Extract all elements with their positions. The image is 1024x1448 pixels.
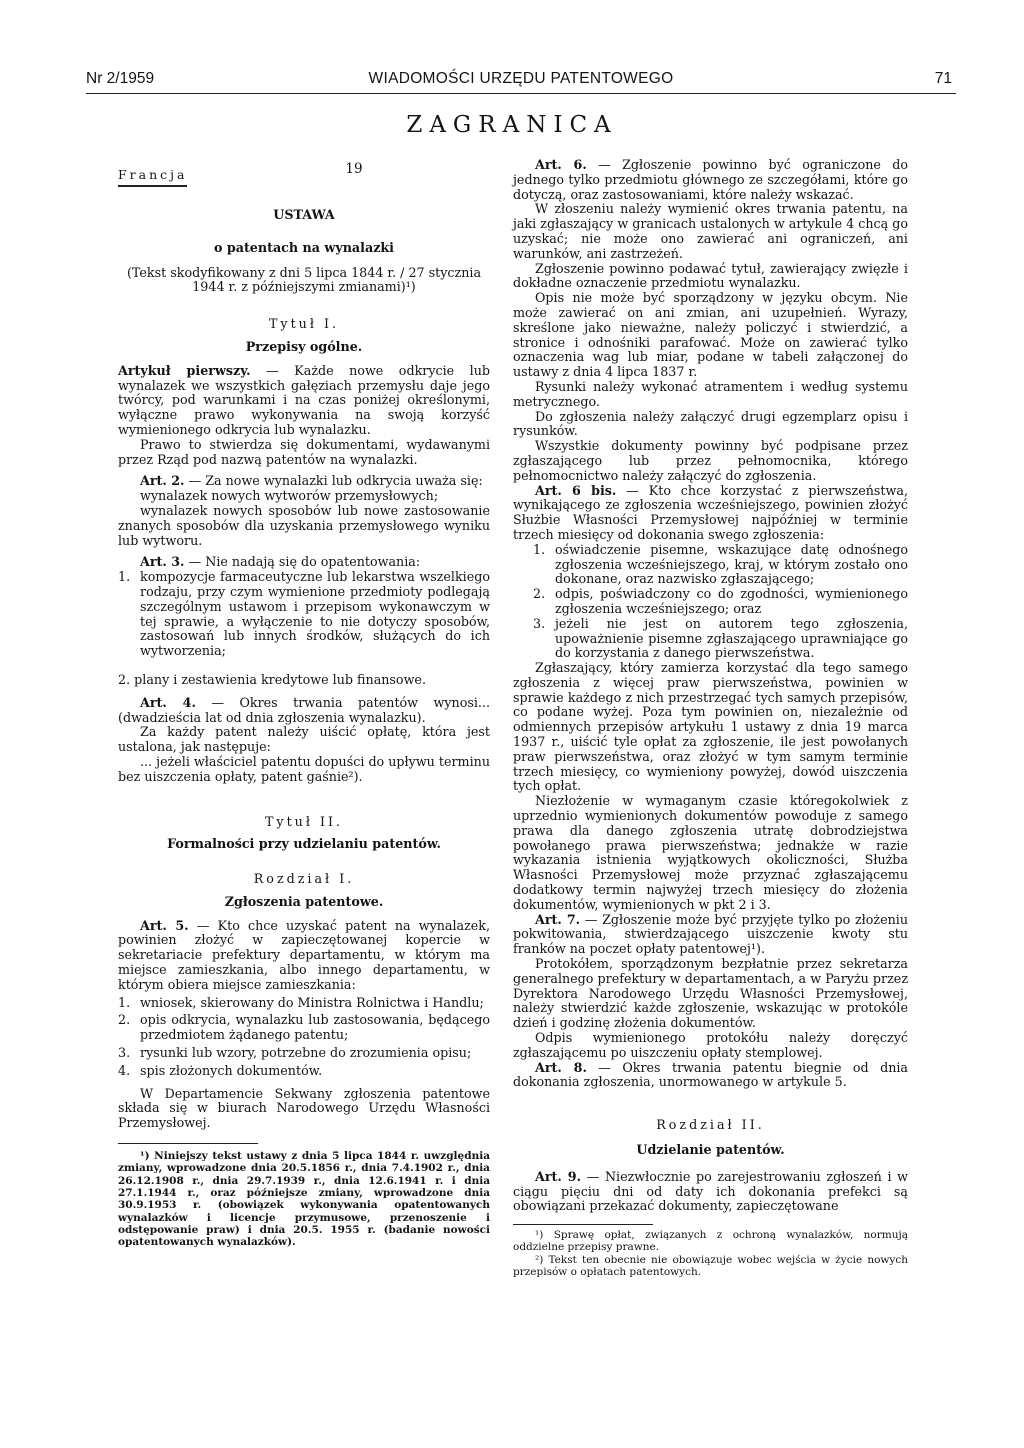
title-1-name: Przepisy ogólne. [245,338,363,354]
left-column [118,150,490,1248]
art-6 [513,158,908,202]
list-item-text: oświadczenie pisemne, wskazujące datę odnośnego zgłoszenia wcześniejszego, kraj, w którym zostało ono dokonane, oraz nazwisko zgłaszającego; [555,541,908,587]
footnote-1: ¹) Niniejszy tekst ustawy z dnia 5 lipca 1844 r. uwzględnia zmiany, wprowadzone dnia 20.5.1856 r., dnia 7.4.1902 r., dnia 26.12.1908 r., dnia 29.7.1939 r., dnia 12.6.1941 r. i dnia 27.1.1944 r., oraz późniejsze zmiany, wprowadzone dnia 30.9.1953 r. (obowiązek wykonywania opatentowanych wynalazków i licencje przymusowe, przenoszenie i odstępowanie praw) i dnia 20.5. 1955 r. (badanie nowości opatentowanych wynalazków). [118,1150,490,1249]
list-item [118,996,490,1011]
chapter-2: Rozdział II. [656,1117,765,1133]
art-6-paragraph-6: Do zgłoszenia należy załączyć drugi egzemplarz opisu i rysunków. [513,408,908,439]
art-6-text: — Zgłoszenie powinno być ograniczone do jednego tylko przedmiotu głównego ze szczegółami, które go dotyczą, oraz zastosowaniami, które należy wskazać. [513,157,908,202]
footnote-right-2: ²) Tekst ten obecnie nie obowiązuje wobec wejścia w życie nowych przepisów o opłatach patentowych. [513,1253,908,1279]
title-2: Tytuł II. [264,813,344,829]
art-8-text: — Okres trwania patentu biegnie od dnia dokonania zgłoszenia, unormowanego w artykule 5. [513,1059,908,1090]
art-4-label: Art. 4. [140,694,196,710]
journal-title: WIADOMOŚCI URZĘDU PATENTOWEGO [368,70,674,87]
art-9-label: Art. 9. [535,1168,582,1184]
list-item-text: opis odkrycia, wynalazku lub zastosowania, będącego przedmiotem żądanego patentu; [140,1012,490,1043]
list-item [513,543,908,587]
art-3-label: Art. 3. [140,554,185,570]
art-6-paragraph-3: Zgłoszenie powinno podawać tytuł, zawierający zwięzłe i dokładne oznaczenie przedmiotu wynalazku. [513,260,908,291]
art-5-list [118,996,490,1079]
title-1: Tytuł I. [268,316,340,332]
act-subtitle: o patentach na wynalazki [213,239,395,255]
art-4 [118,696,490,726]
page-number: 71 [934,70,952,87]
list-item-text: jeżeli nie jest on autorem tego zgłoszenia, upoważnienie pisemne zgłaszającego uprawniające go do korzystania z danego pierwszeństwa. [555,615,908,661]
art-1-paragraph-2: Prawo to stwierdza się dokumentami, wydawanymi przez Rząd pod nazwą patentów na wynalazki. [118,436,490,467]
country-label: Francja [118,168,187,187]
art-2-text: — Za nowe wynalazki lub odkrycia uważa się: [184,473,483,489]
list-item [513,587,908,617]
list-item [513,617,908,661]
section-title: ZAGRANICA [406,112,618,138]
list-item [118,1064,490,1079]
list-item-number: 2. [118,671,131,687]
art-8-label: Art. 8. [535,1059,587,1075]
title-2-name: Formalności przy udzielaniu patentów. [167,836,441,852]
list-item-text: plany i zestawienia kredytowe lub finansowe. [134,671,426,687]
list-item-number: 4. [118,1062,131,1078]
list-item [118,1013,490,1043]
list-item [118,1046,490,1061]
art-1-text: — Każde nowe odkrycie lub wynalazek we wszystkich gałęziach przemysłu daje jego twórcy, pod warunkami i na czas poniżej określonymi, wyłączne prawo wykonywania na swoją korzyść wymienionego odkrycia lub wynalazku. [118,362,491,437]
art-4-paragraph-3: ... jeżeli właściciel patentu dopuści do upływu terminu bez uiszczenia opłaty, patent gaśnie²). [118,753,490,784]
list-item [118,570,490,659]
issue-number: Nr 2/1959 [86,70,155,87]
list-item-number: 2. [533,586,546,602]
art-6-paragraph-5: Rysunki należy wykonać atramentem i według systemu metrycznego. [513,378,908,409]
art-5-paragraph-2: W Departamencie Sekwany zgłoszenia patentowe składa się w biurach Narodowego Urzędu Własności Przemysłowej. [118,1085,490,1131]
art-7-paragraph-2: Protokółem, sporządzonym bezpłatnie przez sekretarza generalnego prefektury w departamentach, a w Paryżu przez Dyrektora Narodowego Urzędu Własności Przemysłowej, należy stwierdzić każde zgłoszenie, wskazując w protokóle dzień i godzinę złożenia dokumentów. [513,956,908,1031]
act-title: USTAWA [273,207,335,222]
chapter-2-name: Udzielanie patentów. [636,1142,785,1157]
art-3 [118,555,490,570]
art-2-label: Art. 2. [140,473,185,489]
list-item-text: rysunki lub wzory, potrzebne do zrozumienia opisu; [140,1045,472,1061]
art-9-text: — Niezwłocznie po zarejestrowaniu zgłoszeń i w ciągu pięciu dni od daty ich dokonania prefekci są obowiązani przekazać dokumenty, zapieczętowane [513,1168,908,1214]
art-2-paragraph-3: wynalazek nowych sposobów lub nowe zastosowanie znanych sposobów dla uzyskania przemysłowego wyniku lub wytworu. [118,502,490,548]
act-note: (Tekst skodyfikowany z dni 5 lipca 1844 r. / 27 stycznia 1944 r. z późniejszymi zmianami)¹) [126,264,482,295]
art-1-label: Artykuł pierwszy. [118,362,251,378]
art-7 [513,913,908,957]
list-item-number: 3. [533,615,546,631]
footnote-divider [118,1143,258,1144]
art-4-text: — Okres trwania patentów wynosi... (dwadzieścia lat od dnia zgłoszenia wynalazku). [118,694,491,725]
right-column [513,150,908,1278]
art-6-label: Art. 6. [535,157,587,172]
art-1 [118,364,490,438]
document-number: 19 [345,161,363,177]
list-item-number: 2. [118,1012,131,1028]
art-6-paragraph-4: Opis nie może być sporządzony w języku obcym. Nie może zawierać on ani zmian, ani uzupełnień. Wyrazy, skreślone jako nieważne, należy policzyć i stwierdzić, a stronice i odnośniki parafować. Może on zawierać tylko oznaczenia wag lub miar, podane w tabeli załączonej do ustawy z dnia 4 lipca 1837 r. [513,290,908,380]
art-4-paragraph-2: Za każdy patent należy uiścić opłatę, która jest ustalona, jak następuje: [118,724,490,755]
art-6-bis-paragraph-3: Niezłożenie w wymaganym czasie któregokolwiek z uprzednio wymienionych dokumentów powoduje z samego prawa dla danego zgłoszenia utratę dobrodziejstwa powołanego prawa pierwszeństwa; jednakże w razie wykazania istnienia wyjątkowych okoliczności, Służba Własności Przemysłowej może przyznać zgłaszającemu dodatkowy termin najwyżej trzech miesięcy do złożenia dokumentów, wymienionych w pkt 2 i 3. [513,793,908,912]
art-9 [513,1170,908,1214]
list-item-text: odpis, poświadczony co do zgodności, wymienionego zgłoszenia wcześniejszego; oraz [555,586,908,616]
page-header [86,68,956,94]
art-2-paragraph-2: wynalazek nowych wytworów przemysłowych; [140,488,439,504]
list-item-text: wniosek, skierowany do Ministra Rolnictwa i Handlu; [140,994,484,1010]
list-item-number: 3. [118,1045,131,1061]
list-item-number: 1. [118,569,131,585]
art-3-text: — Nie nadają się do opatentowania: [184,554,421,570]
art-3-list [118,570,490,688]
art-6-bis-list [513,543,908,661]
list-item-text: kompozycje farmaceutyczne lub lekarstwa wszelkiego rodzaju, przy czym wymienione przedmioty podlegają szczególnym ustawom i przepisom wykonawczym w tej sprawie, a wyłączenie to nie dotyczy sposobów, zastosowań lub innych środków, służących do ich wytworzenia; [140,569,490,659]
art-2 [118,474,490,489]
art-8 [513,1061,908,1091]
chapter-1-name: Zgłoszenia patentowe. [224,893,384,909]
list-item-number: 1. [533,541,546,557]
list-item-number: 1. [118,994,131,1010]
footnote-right-1: ¹) Sprawę opłat, związanych z ochroną wynalazków, normują oddzielne przepisy prawne. [513,1229,908,1254]
art-6-bis [513,484,908,543]
list-item-text: spis złożonych dokumentów. [140,1062,323,1078]
art-6-paragraph-2: W złoszeniu należy wymienić okres trwania patentu, na jaki zgłaszający w granicach ustalonych w artykule 4 chcą go uzyskać; nie może ono zawierać ani ograniczeń, ani warunków, ani zastrzeżeń. [513,201,908,261]
art-7-paragraph-3: Odpis wymienionego protokółu należy doręczyć zgłaszającemu po uiszczeniu opłaty stemplowej. [513,1030,908,1060]
chapter-1: Rozdział I. [253,871,355,887]
art-7-label: Art. 7. [535,911,581,927]
art-7-text: — Zgłoszenie może być przyjęte tylko po złożeniu pokwitowania, stwierdzającego uiszczenie kwoty stu franków na poczet opłaty patentowej¹). [513,911,909,957]
list-item [118,673,490,688]
country-heading-row [118,150,490,212]
art-6-bis-paragraph-2: Zgłaszający, który zamierza korzystać dla tego samego zgłoszenia z więcej praw pierwszeństwa, powinien w sprawie każdego z nich przestrzegać tych samych przepisów, co podane wyżej. Poza tym powinien on, niezależnie od odmiennych przepisów artykułu 1 ustawy z dnia 19 marca 1937 r., uiścić tyle opłat za zgłoszenie, ile jest powołanych praw pierwszeństwa, oraz złożyć w tym samym terminie trzech miesięcy, co wymieniony powyżej, dowód uiszczenia tych opłat. [513,660,908,794]
art-5-text: — Kto chce uzyskać patent na wynalazek, powinien złożyć w zapieczętowanej kopercie w sekretariacie prefektury departamentu, w którym ma miejsce zamieszkania, albo innego departamentu, w którym obiera miejsce zamieszkania: [118,917,491,992]
art-6-paragraph-7: Wszystkie dokumenty powinny być podpisane przez zgłaszającego lub przez pełnomocnika, którego pełnomocnictwo należy załączyć do zgłoszenia. [513,438,908,483]
footnote-divider [513,1224,653,1225]
art-6-bis-text: — Kto chce korzystać z pierwszeństwa, wynikającego ze zgłoszenia wcześniejszego, powinien złożyć Służbie Własności Przemysłowej najpóźniej w terminie trzech miesięcy od dokonania swego zgłoszenia: [513,482,908,542]
art-5 [118,919,490,993]
art-5-label: Art. 5. [140,917,189,933]
art-6-bis-label: Art. 6 bis. [535,482,617,498]
